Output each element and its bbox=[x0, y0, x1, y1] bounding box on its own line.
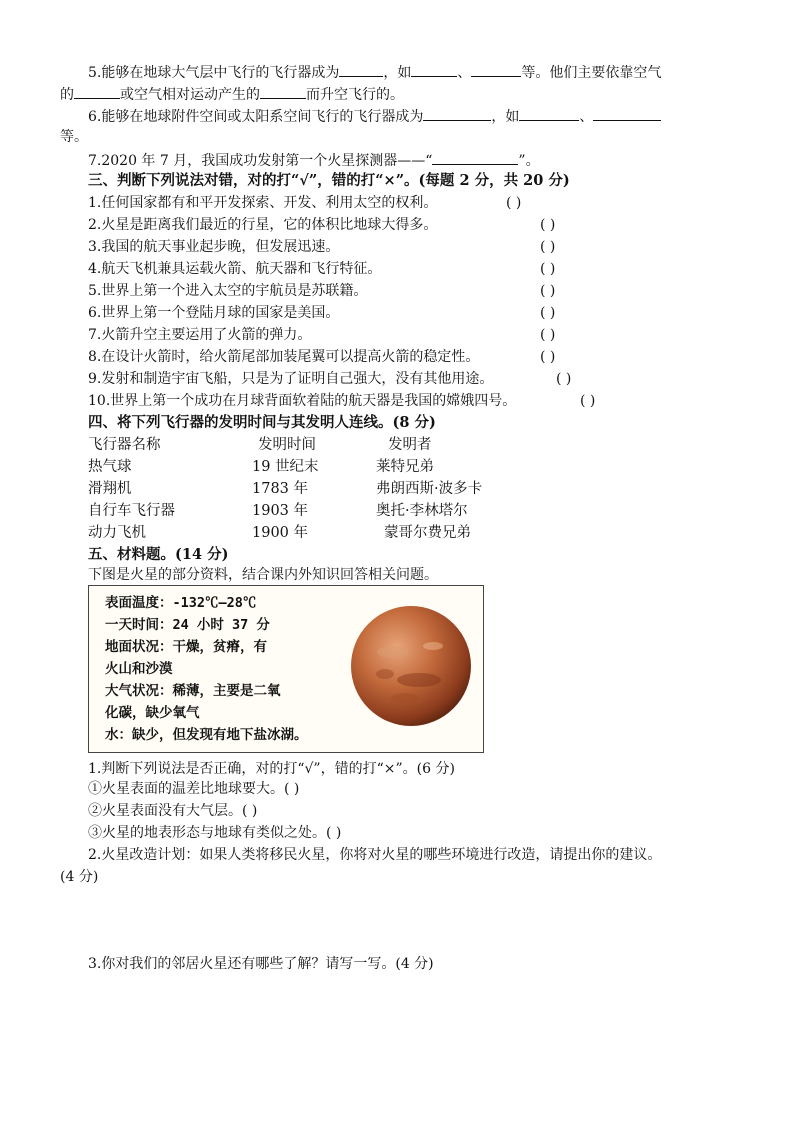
material-line: 大气状况：稀薄，主要是二氧 bbox=[105, 683, 281, 699]
q5-text-c: 、 bbox=[457, 65, 472, 81]
judge-item-2: 2.火星是距离我们最近的行星，它的体积比地球大得多。 bbox=[88, 217, 438, 233]
material-line: 表面温度：-132℃—28℃ bbox=[105, 595, 257, 611]
invention-time[interactable]: 1900 年 bbox=[252, 525, 309, 541]
aircraft-name[interactable]: 动力飞机 bbox=[88, 525, 146, 541]
judge-item-4: 4.航天飞机兼具运载火箭、航天器和飞行特征。 bbox=[88, 261, 382, 277]
judge-item-9: 9.发射和制造宇宙飞船，只是为了证明自己强大，没有其他用途。 bbox=[88, 371, 494, 387]
section5-q1: 1.判断下列说法是否正确，对的打“√”，错的打“×”。(6 分) bbox=[88, 761, 455, 777]
aircraft-name[interactable]: 自行车飞行器 bbox=[88, 503, 175, 519]
judge-item-8: 8.在设计火箭时，给火箭尾部加装尾翼可以提高火箭的稳定性。 bbox=[88, 349, 480, 365]
q7-text-a: 7.2020 年 7 月，我国成功发射第一个火星探测器——“ bbox=[88, 153, 433, 169]
judge-item-1: 1.任何国家都有和平开发探索、开发、利用太空的权利。 bbox=[88, 195, 438, 211]
q5-line1 bbox=[88, 62, 661, 82]
q5-text-a: 5.能够在地球大气层中飞行的飞行器成为 bbox=[88, 65, 340, 81]
material-line: 火山和沙漠 bbox=[105, 661, 173, 677]
mars-image bbox=[347, 602, 475, 730]
q6-text-c: 、 bbox=[579, 109, 594, 125]
q1-item-2[interactable]: ②火星表面没有大气层。( ) bbox=[88, 803, 258, 819]
section5-title: 五、材料题。(14 分) bbox=[88, 546, 229, 563]
section5-intro: 下图是火星的部分资料，结合课内外知识回答相关问题。 bbox=[88, 567, 438, 583]
header-aircraft-name: 飞行器名称 bbox=[88, 437, 161, 453]
section5-q3: 3.你对我们的邻居火星还有哪些了解？请写一写。(4 分) bbox=[88, 956, 434, 972]
answer-paren-2[interactable]: ( ) bbox=[540, 217, 556, 233]
q7-text-b: ”。 bbox=[518, 153, 540, 169]
answer-paren-7[interactable]: ( ) bbox=[540, 327, 556, 343]
answer-paren-1[interactable]: ( ) bbox=[506, 195, 522, 211]
inventor-name[interactable]: 弗朗西斯·波多卡 bbox=[376, 481, 483, 497]
judge-item-10: 10.世界上第一个成功在月球背面软着陆的航天器是我国的嫦娥四号。 bbox=[88, 393, 517, 409]
q5-blank-3[interactable] bbox=[471, 62, 521, 77]
answer-paren-8[interactable]: ( ) bbox=[540, 349, 556, 365]
section4-title: 四、将下列飞行器的发明时间与其发明人连线。(8 分) bbox=[88, 414, 436, 431]
q7-line bbox=[88, 150, 540, 170]
q6-text-a: 6.能够在地球附件空间或太阳系空间飞行的飞行器成为 bbox=[88, 109, 424, 125]
material-line: 水：缺少，但发现有地下盐冰湖。 bbox=[105, 727, 308, 743]
judge-item-5: 5.世界上第一个进入太空的宇航员是苏联籍。 bbox=[88, 283, 368, 299]
material-line: 地面状况：干燥，贫瘠，有 bbox=[105, 639, 267, 655]
judge-item-6: 6.世界上第一个登陆月球的国家是美国。 bbox=[88, 305, 340, 321]
answer-paren-9[interactable]: ( ) bbox=[556, 371, 572, 387]
judge-item-3: 3.我国的航天事业起步晚，但发展迅速。 bbox=[88, 239, 340, 255]
section5-q2-score: (4 分) bbox=[60, 869, 99, 885]
aircraft-name[interactable]: 热气球 bbox=[88, 459, 132, 475]
q6-blank-1[interactable] bbox=[423, 106, 491, 121]
q5-text-d: 等。他们主要依靠空气 bbox=[521, 65, 662, 81]
q7-blank[interactable] bbox=[432, 150, 518, 165]
q5-text-f: 或空气相对运动产生的 bbox=[120, 87, 260, 103]
q5-blank-2[interactable] bbox=[411, 62, 457, 77]
answer-paren-6[interactable]: ( ) bbox=[540, 305, 556, 321]
material-line: 一天时间：24 小时 37 分 bbox=[105, 617, 270, 633]
aircraft-name[interactable]: 滑翔机 bbox=[88, 481, 132, 497]
invention-time[interactable]: 1903 年 bbox=[252, 503, 309, 519]
answer-paren-3[interactable]: ( ) bbox=[540, 239, 556, 255]
q6-line1 bbox=[88, 106, 661, 126]
section3-title: 三、判断下列说法对错，对的打“√”，错的打“×”。(每题 2 分，共 20 分) bbox=[88, 172, 570, 189]
mars-material-box bbox=[88, 585, 484, 753]
q5-text-e: 的 bbox=[60, 87, 74, 103]
q6-text-d: 等。 bbox=[60, 129, 88, 145]
answer-paren-10[interactable]: ( ) bbox=[580, 393, 596, 409]
q1-item-3[interactable]: ③火星的地表形态与地球有类似之处。( ) bbox=[88, 825, 342, 841]
judge-item-7: 7.火箭升空主要运用了火箭的弹力。 bbox=[88, 327, 312, 343]
invention-time[interactable]: 19 世纪末 bbox=[252, 459, 319, 475]
q1-item-1[interactable]: ①火星表面的温差比地球要大。( ) bbox=[88, 781, 300, 797]
header-invention-time: 发明时间 bbox=[258, 437, 316, 453]
invention-time[interactable]: 1783 年 bbox=[252, 481, 309, 497]
material-line: 化碳，缺少氧气 bbox=[105, 705, 200, 721]
section5-q2: 2.火星改造计划：如果人类将移民火星，你将对火星的哪些环境进行改造，请提出你的建议。 bbox=[88, 847, 662, 863]
q5-blank-5[interactable] bbox=[260, 84, 306, 99]
q5-blank-1[interactable] bbox=[339, 62, 383, 77]
answer-paren-4[interactable]: ( ) bbox=[540, 261, 556, 277]
q5-text-b: ，如 bbox=[383, 65, 412, 81]
inventor-name[interactable]: 莱特兄弟 bbox=[376, 459, 434, 475]
answer-paren-5[interactable]: ( ) bbox=[540, 283, 556, 299]
header-inventor: 发明者 bbox=[388, 437, 432, 453]
q6-text-b: ，如 bbox=[491, 109, 520, 125]
q6-blank-3[interactable] bbox=[593, 106, 661, 121]
q5-text-g: 而升空飞行的。 bbox=[306, 87, 404, 103]
inventor-name[interactable]: 蒙哥尔费兄弟 bbox=[384, 525, 471, 541]
q5-line2 bbox=[60, 84, 404, 104]
q6-blank-2[interactable] bbox=[519, 106, 579, 121]
inventor-name[interactable]: 奥托·李林塔尔 bbox=[376, 503, 468, 519]
q5-blank-4[interactable] bbox=[74, 84, 120, 99]
